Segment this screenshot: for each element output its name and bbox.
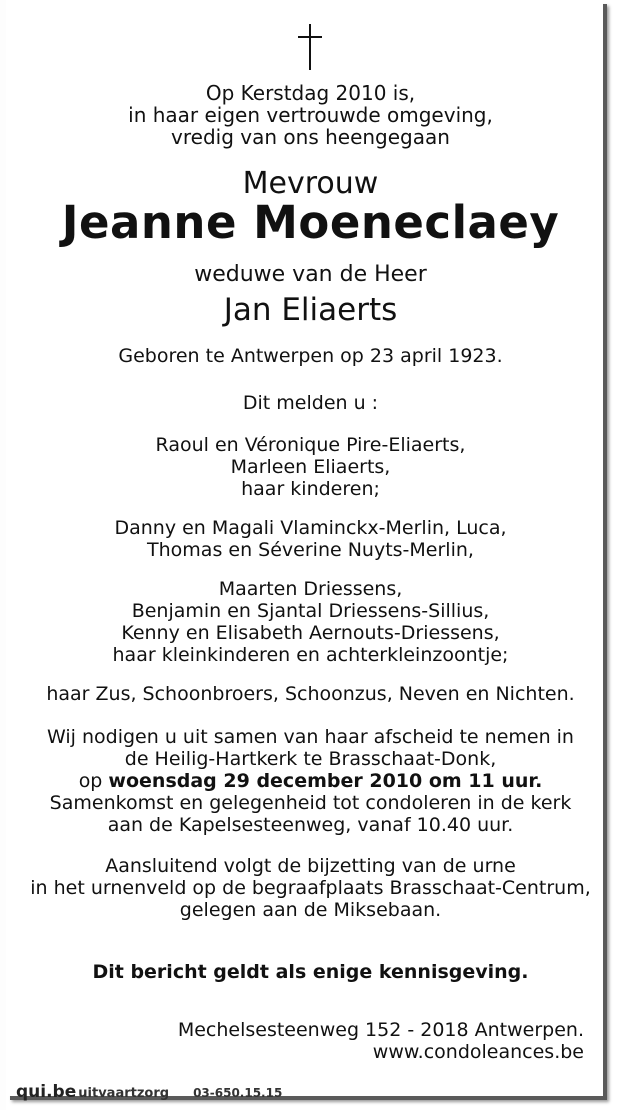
husband-name: Jan Eliaerts (223, 292, 398, 328)
announce-line: Dit melden u : (242, 392, 379, 414)
birth-info: Geboren te Antwerpen op 23 april 1923. (118, 345, 503, 367)
widow-of: weduwe van de Heer (194, 262, 427, 287)
ceremony-line-5: aan de Kapelsesteenweg, vanaf 10.40 uur. (107, 814, 514, 836)
ceremony-date-prefix: op (78, 770, 109, 792)
title-mevrouw: Mevrouw (242, 166, 379, 201)
intro-line-2: in haar eigen vertrouwde omgeving, (128, 103, 493, 127)
ceremony-line-2: de Heilig-Hartkerk te Brasschaat-Donk, (124, 748, 497, 770)
website-link[interactable]: www.condoleances.be (372, 1041, 584, 1063)
deceased-name: Jeanne Moeneclaey (61, 196, 560, 249)
address-line: Mechelsesteenweg 152 - 2018 Antwerpen. (177, 1019, 584, 1041)
intro-line-1: Op Kerstdag 2010 is, (205, 81, 416, 105)
footer-brand (16, 1082, 282, 1102)
ceremony-line-3 (0, 770, 621, 792)
grandchildren-line-5: Kenny en Elisabeth Aernouts-Driessens, (121, 622, 500, 644)
intro-line-3: vredig van ons heengegaan (171, 125, 450, 149)
brand-company: uitvaartzorg (78, 1086, 170, 1101)
children-line-2: Marleen Eliaerts, (230, 456, 391, 478)
grandchildren-line-2: Thomas en Séverine Nuyts-Merlin, (147, 539, 474, 561)
brand-phone: 03-650.15.15 (193, 1086, 283, 1100)
grandchildren-line-6: haar kleinkinderen en achterkleinzoontje; (112, 644, 509, 666)
grandchildren-line-3: Maarten Driessens, (218, 578, 403, 600)
brand-logo: qui.be (16, 1082, 77, 1102)
burial-line-3: gelegen aan de Miksebaan. (179, 899, 442, 921)
children-line-1: Raoul en Véronique Pire-Eliaerts, (155, 434, 466, 456)
cross-icon (0, 24, 621, 72)
ceremony-line-1: Wij nodigen u uit samen van haar afscheid te nemen in (47, 726, 574, 748)
ceremony-date: woensdag 29 december 2010 om 11 uur. (108, 770, 543, 792)
relatives-line: haar Zus, Schoonbroers, Schoonzus, Neven en Nichten. (46, 683, 575, 705)
grandchildren-line-4: Benjamin en Sjantal Driessens-Sillius, (131, 600, 490, 622)
ceremony-line-4: Samenkomst en gelegenheid tot condoleren in de kerk (49, 792, 572, 814)
burial-line-1: Aansluitend volgt de bijzetting van de urne (105, 855, 516, 877)
burial-line-2: in het urnenveld op de begraafplaats Brasschaat-Centrum, (30, 877, 591, 899)
notice-line: Dit bericht geldt als enige kennisgeving. (92, 961, 529, 983)
children-line-3: haar kinderen; (241, 478, 380, 500)
grandchildren-line-1: Danny en Magali Vlaminckx-Merlin, Luca, (114, 517, 507, 539)
